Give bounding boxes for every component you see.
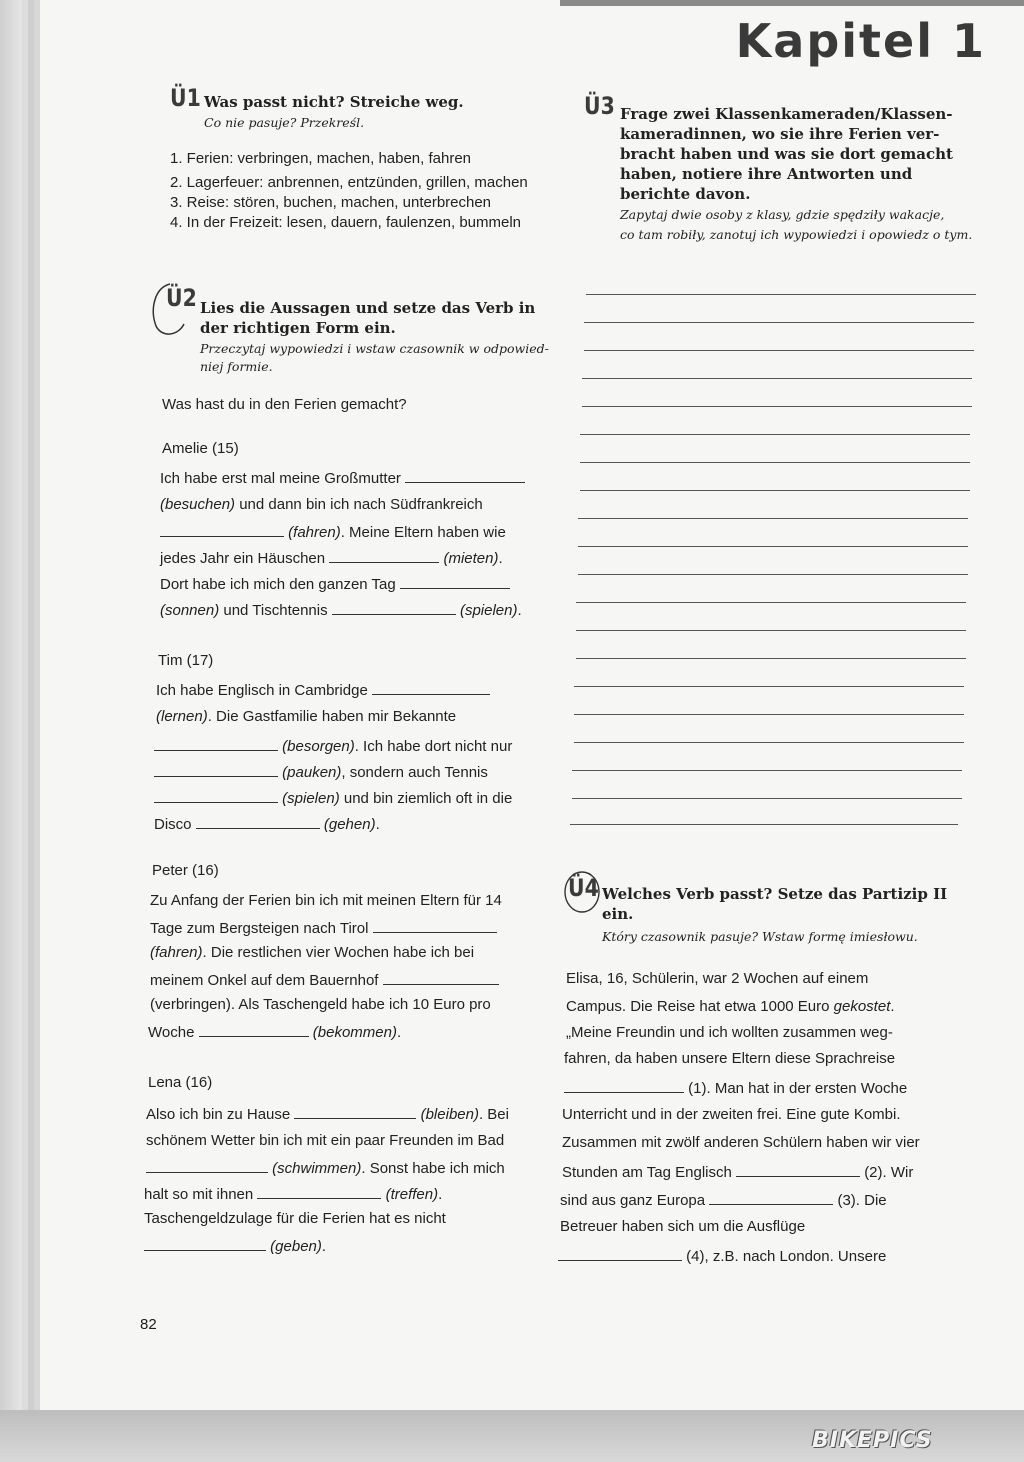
blank[interactable] xyxy=(196,814,320,829)
ex4-line-8: Stunden am Tag Englisch (2). Wir xyxy=(562,1164,914,1181)
lena-line-1: Also ich bin zu Hause (bleiben). Bei xyxy=(146,1106,509,1123)
ex1-subtitle: Co nie pasuje? Przekreśl. xyxy=(204,115,365,130)
tim-line-3: (besorgen). Ich habe dort nicht nur xyxy=(154,736,512,755)
writing-line[interactable] xyxy=(574,742,964,743)
blank[interactable] xyxy=(558,1246,682,1261)
peter-line-4: meinem Onkel auf dem Bauernhof xyxy=(150,970,499,989)
lena-line-2: schönem Wetter bin ich mit ein paar Freunden im Bad xyxy=(146,1132,505,1149)
ex2-title-line1: Lies die Aussagen und setze das Verb in xyxy=(200,299,536,317)
lena-line-3: (schwimmen). Sonst habe ich mich xyxy=(146,1158,505,1177)
blank[interactable] xyxy=(373,918,497,933)
writing-line[interactable] xyxy=(584,322,974,323)
writing-line[interactable] xyxy=(578,518,968,519)
ex2-number: Ü2 xyxy=(166,284,197,312)
page-edge-shadow xyxy=(0,0,30,1462)
amelie-name: Amelie (15) xyxy=(162,440,239,457)
amelie-line-5: Dort habe ich mich den ganzen Tag xyxy=(160,574,510,593)
blank[interactable] xyxy=(564,1078,684,1093)
tim-line-6: Disco (gehen). xyxy=(154,816,380,833)
blank[interactable] xyxy=(146,1158,268,1173)
ex2-title-line2: der richtigen Form ein. xyxy=(200,319,396,337)
ex2-subtitle-line1: Przeczytaj wypowiedzi i wstaw czasownik w odpowied- xyxy=(200,341,549,356)
peter-line-2: Tage zum Bergsteigen nach Tirol xyxy=(150,918,497,937)
ex4-line-7: Zusammen mit zwölf anderen Schülern haben wir vier xyxy=(562,1134,920,1151)
blank[interactable] xyxy=(405,468,525,483)
tim-line-5: (spielen) und bin ziemlich oft in die xyxy=(154,788,512,807)
ex4-line-10: Betreuer haben sich um die Ausflüge xyxy=(560,1218,806,1235)
ex4-line-4: fahren, da haben unsere Eltern diese Sprachreise xyxy=(564,1050,896,1067)
blank[interactable] xyxy=(154,736,278,751)
amelie-line-3: (fahren). Meine Eltern haben wie xyxy=(160,522,506,541)
watermark-logo: BIKEPICS xyxy=(812,1428,933,1453)
writing-line[interactable] xyxy=(584,350,974,351)
blank[interactable] xyxy=(332,600,456,615)
blank[interactable] xyxy=(144,1236,266,1251)
blank[interactable] xyxy=(199,1022,309,1037)
ex1-item-2: 2. Lagerfeuer: anbrennen, entzünden, grillen, machen xyxy=(170,174,528,191)
tim-line-1: Ich habe Englisch in Cambridge xyxy=(156,680,490,699)
amelie-line-1: Ich habe erst mal meine Großmutter xyxy=(160,468,525,487)
peter-line-6: Woche (bekommen). xyxy=(148,1024,402,1041)
ex4-title-line2: ein. xyxy=(602,905,634,923)
writing-line[interactable] xyxy=(578,574,968,575)
writing-line[interactable] xyxy=(576,658,966,659)
blank[interactable] xyxy=(154,788,278,803)
ex3-title-line2: kameradinnen, wo sie ihre Ferien ver- xyxy=(620,125,940,143)
blank[interactable] xyxy=(154,762,278,777)
ex4-line-11: (4), z.B. nach London. Unsere xyxy=(558,1246,886,1265)
blank[interactable] xyxy=(709,1190,833,1205)
ex3-number: Ü3 xyxy=(584,92,615,120)
ex4-number: Ü4 xyxy=(568,874,599,902)
ex4-subtitle: Który czasownik pasuje? Wstaw formę imiesłowu. xyxy=(602,929,918,944)
writing-line[interactable] xyxy=(582,406,972,407)
ex2-question: Was hast du in den Ferien gemacht? xyxy=(162,396,407,413)
blank[interactable] xyxy=(257,1184,381,1199)
writing-line[interactable] xyxy=(582,378,972,379)
ex4-line-2: Campus. Die Reise hat etwa 1000 Euro gekostet. xyxy=(566,998,895,1015)
ex2-subtitle-line2: niej formie. xyxy=(200,359,273,374)
blank[interactable] xyxy=(372,680,490,695)
lena-line-5: Taschengeldzulage für die Ferien hat es nicht xyxy=(144,1210,446,1227)
ex1-item-1: 1. Ferien: verbringen, machen, haben, fahren xyxy=(170,150,472,167)
ex3-title-line3: bracht haben und was sie dort gemacht xyxy=(620,145,953,163)
blank[interactable] xyxy=(329,548,439,563)
tim-line-4: (pauken), sondern auch Tennis xyxy=(154,762,488,781)
ex3-subtitle-line2: co tam robiły, zanotuj ich wypowiedzi i opowiedz o tym. xyxy=(620,227,973,242)
ex4-line-6: Unterricht und in der zweiten frei. Eine gute Kombi. xyxy=(562,1106,901,1123)
ex1-item-3: 3. Reise: stören, buchen, machen, unterbrechen xyxy=(170,194,492,211)
writing-line[interactable] xyxy=(576,602,966,603)
ex4-line-9: sind aus ganz Europa (3). Die xyxy=(560,1192,887,1209)
lena-line-6: (geben). xyxy=(144,1236,326,1255)
writing-line[interactable] xyxy=(586,294,976,295)
page-number: 82 xyxy=(140,1316,157,1333)
blank[interactable] xyxy=(160,522,284,537)
writing-line[interactable] xyxy=(578,546,968,547)
writing-line[interactable] xyxy=(570,824,958,825)
writing-line[interactable] xyxy=(576,630,966,631)
ex4-line-5: (1). Man hat in der ersten Woche xyxy=(564,1078,907,1097)
peter-line-3: (fahren). Die restlichen vier Wochen habe ich bei xyxy=(150,944,475,961)
writing-line[interactable] xyxy=(574,714,964,715)
blank[interactable] xyxy=(736,1162,860,1177)
ex4-title-line1: Welches Verb passt? Setze das Partizip II xyxy=(602,885,948,903)
ex1-number: Ü1 xyxy=(170,84,201,112)
peter-line-5: (verbringen). Als Taschengeld habe ich 10 Euro pro xyxy=(150,996,491,1013)
amelie-line-6: (sonnen) und Tischtennis (spielen). xyxy=(160,602,522,619)
lena-line-4: halt so mit ihnen (treffen). xyxy=(144,1186,443,1203)
lena-name: Lena (16) xyxy=(148,1074,213,1091)
ex3-title-line5: berichte davon. xyxy=(620,185,751,203)
ex4-line-3: „Meine Freundin und ich wollten zusammen weg- xyxy=(566,1024,893,1041)
amelie-line-4: jedes Jahr ein Häuschen (mieten). xyxy=(160,550,503,567)
blank[interactable] xyxy=(294,1104,416,1119)
ex3-title-line4: haben, notiere ihre Antworten und xyxy=(620,165,913,183)
amelie-line-2: (besuchen) und dann bin ich nach Südfrankreich xyxy=(160,496,483,513)
writing-line[interactable] xyxy=(580,434,970,435)
writing-line[interactable] xyxy=(580,462,970,463)
chapter-band xyxy=(560,0,1024,6)
writing-line[interactable] xyxy=(572,798,962,799)
writing-line[interactable] xyxy=(580,490,970,491)
ex1-item-4: 4. In der Freizeit: lesen, dauern, faulenzen, bummeln xyxy=(170,214,522,231)
chapter-title: Kapitel 1 xyxy=(735,14,986,68)
blank[interactable] xyxy=(383,970,499,985)
tim-line-2: (lernen). Die Gastfamilie haben mir Bekannte xyxy=(156,708,457,725)
writing-line[interactable] xyxy=(572,770,962,771)
peter-line-1: Zu Anfang der Ferien bin ich mit meinen Eltern für 14 xyxy=(150,892,502,909)
ex4-line-1: Elisa, 16, Schülerin, war 2 Wochen auf einem xyxy=(566,970,869,987)
ex3-title-line1: Frage zwei Klassenkameraden/Klassen- xyxy=(620,105,953,123)
ex3-subtitle-line1: Zapytaj dwie osoby z klasy, gdzie spędziły wakacje, xyxy=(620,207,945,222)
ex1-title: Was passt nicht? Streiche weg. xyxy=(204,93,464,111)
blank[interactable] xyxy=(400,574,510,589)
writing-line[interactable] xyxy=(574,686,964,687)
peter-name: Peter (16) xyxy=(152,862,219,879)
tim-name: Tim (17) xyxy=(158,652,214,669)
